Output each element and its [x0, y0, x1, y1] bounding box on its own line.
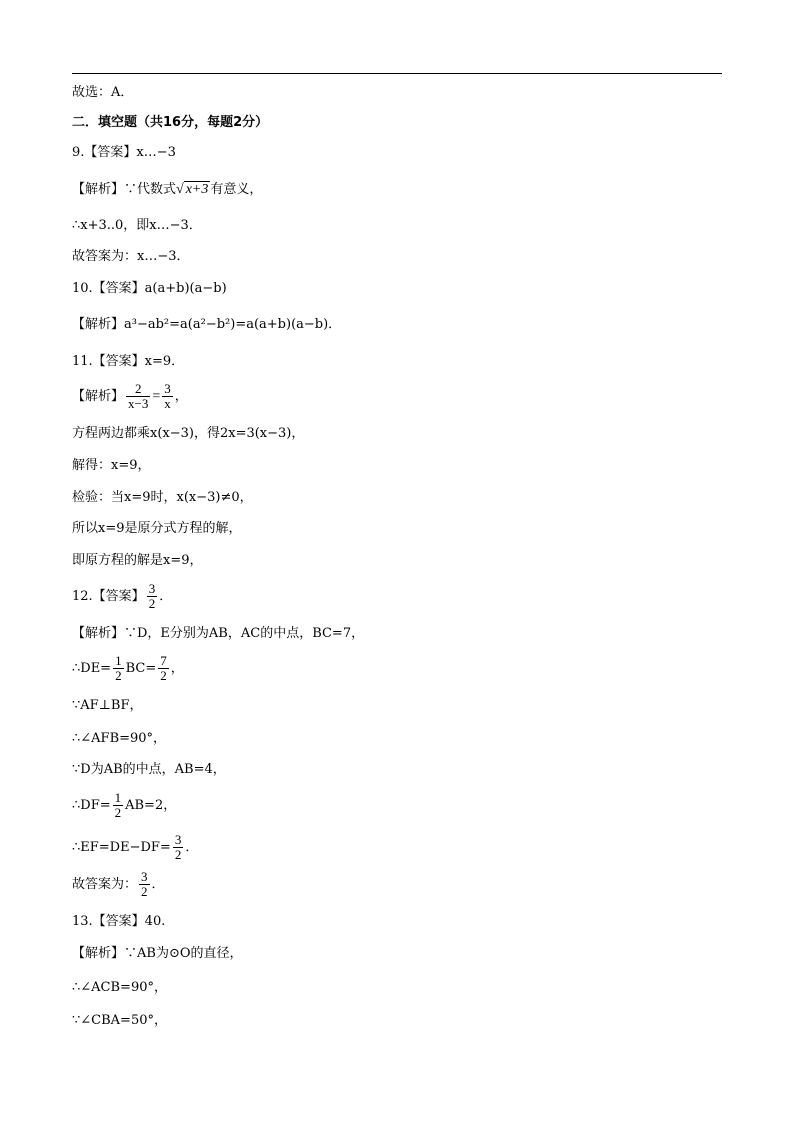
fraction: $\frac{2}{x-3}$: [128, 381, 149, 411]
analysis-line: 【解析】∵AB为⊙O的直径，: [72, 946, 243, 961]
text-line: ∴x+3..0，即x…−3．: [72, 218, 202, 233]
answer-line: 11.【答案】x=9．: [72, 354, 185, 369]
answer-line: 12.【答案】 $\frac{3}{2}$ ．: [72, 581, 173, 611]
fraction: $\frac{3}{x}$: [164, 381, 171, 411]
text-line: 检验：当x=9时，x(x−3)≠0，: [72, 490, 253, 505]
analysis-line: 【解析】∵代数式√ x+3 有意义，: [72, 182, 263, 197]
fraction: $\frac{3}{2}$: [141, 869, 148, 899]
text-line: ∴DE= $\frac{1}{2}$ BC= $\frac{7}{2}$ ，: [72, 653, 184, 683]
fraction: $\frac{3}{2}$: [148, 581, 156, 611]
answer-line: 9.【答案】x…−3: [72, 145, 176, 160]
text-line: ∴DF= $\frac{1}{2}$ AB=2，: [72, 790, 177, 820]
section-heading: 二．填空题（共16分，每题2分）: [72, 115, 269, 130]
text-line: 故答案为：x…−3．: [72, 249, 190, 264]
text-line: 故选：A．: [72, 85, 134, 100]
text-line: 解得：x=9，: [72, 458, 151, 473]
text-line: ∵D为AB的中点，AB=4，: [72, 762, 226, 777]
fraction: $\frac{1}{2}$: [115, 653, 122, 683]
text-line: 即原方程的解是x=9，: [72, 553, 203, 568]
text-line: ∴EF=DE−DF= $\frac{3}{2}$ ．: [72, 832, 199, 862]
text-line: ∴∠ACB=90°，: [72, 980, 167, 995]
text-line: 方程两边都乘x(x−3)，得2x=3(x−3)，: [72, 426, 305, 441]
text-line: 所以x=9是原分式方程的解，: [72, 521, 242, 536]
analysis-line: 【解析】a³−ab²=a(a²−b²)=a(a+b)(a−b)．: [72, 317, 342, 332]
analysis-line: 【解析】 $\frac{2}{x-3}$ = $\frac{3}{x}$ ，: [72, 381, 188, 411]
sqrt-expression: √ x+3: [176, 182, 209, 197]
answer-line: 10.【答案】a(a+b)(a−b): [72, 281, 227, 296]
text-line: ∵∠CBA=50°，: [72, 1013, 167, 1028]
answer-line: 13.【答案】40.: [72, 914, 166, 929]
header-rule: [72, 73, 722, 74]
text-line: ∵AF⊥BF，: [72, 698, 143, 713]
fraction: $\frac{7}{2}$: [160, 653, 167, 683]
text-line: 故答案为： $\frac{3}{2}$ ．: [72, 869, 165, 899]
fraction: $\frac{1}{2}$: [114, 790, 122, 820]
analysis-line: 【解析】∵D，E分别为AB，AC的中点，BC=7，: [72, 626, 365, 641]
fraction: $\frac{3}{2}$: [174, 832, 182, 862]
text-line: ∴∠AFB=90°，: [72, 731, 167, 746]
